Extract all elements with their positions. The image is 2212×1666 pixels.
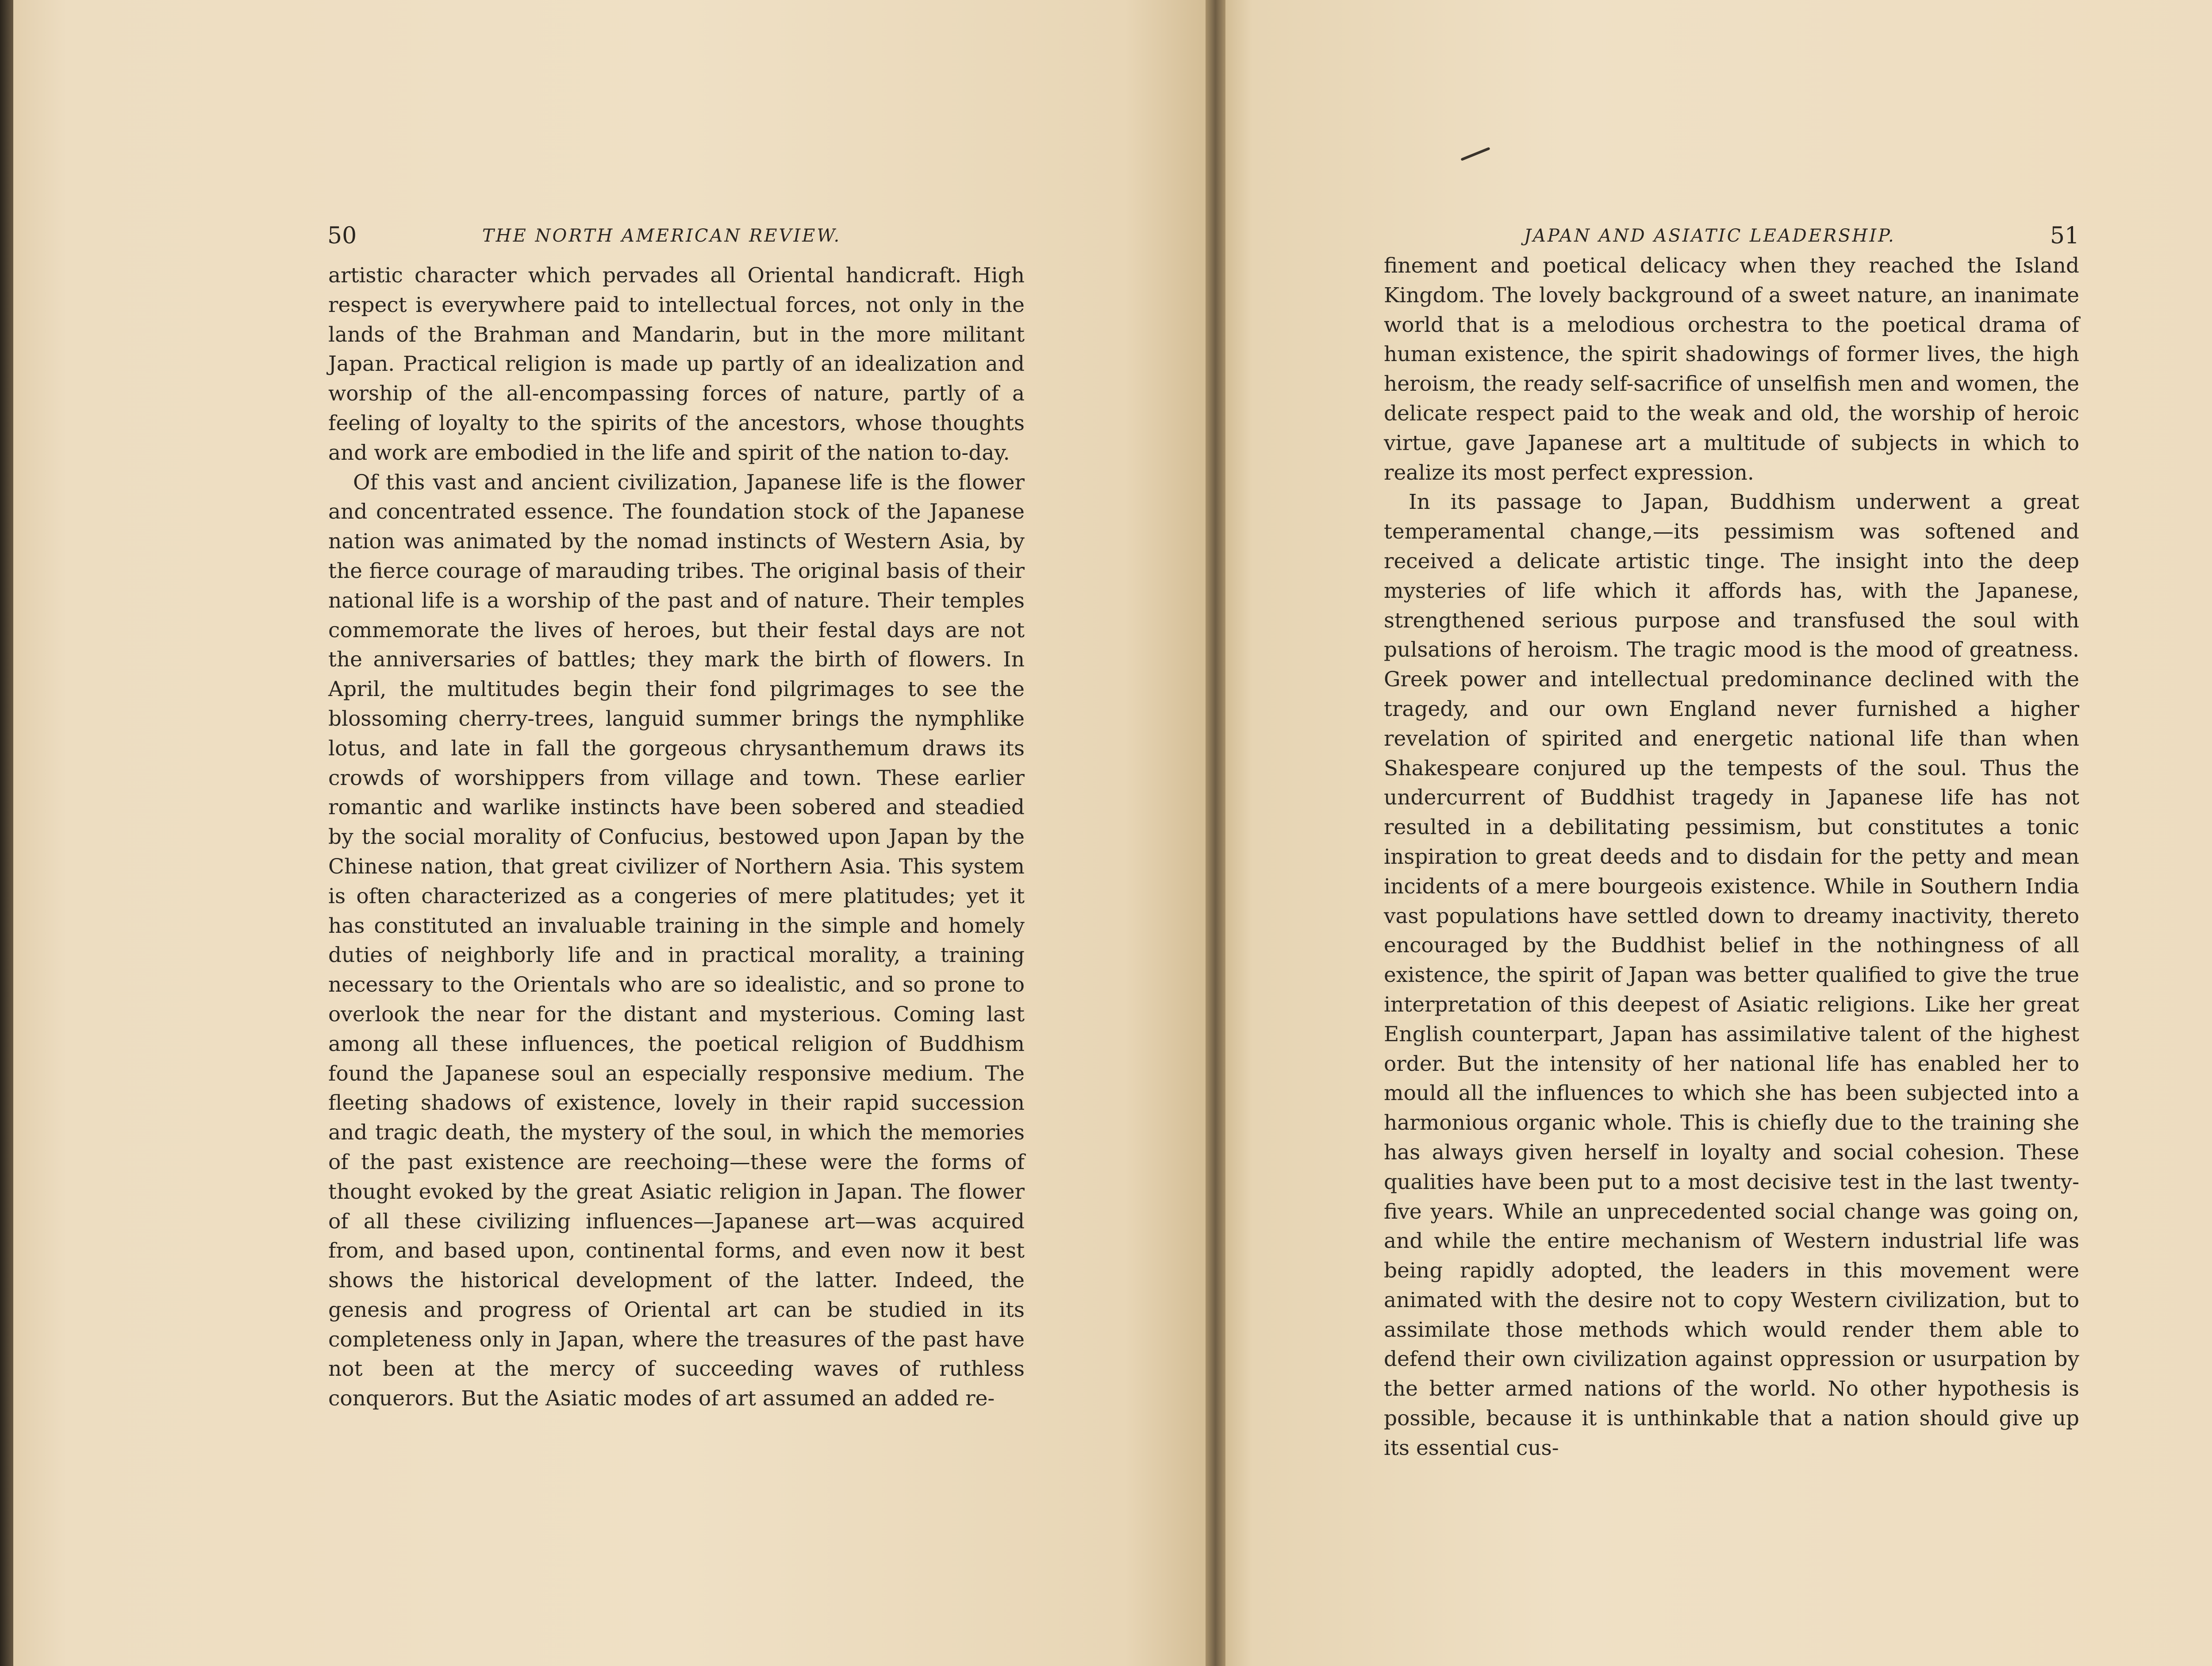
paragraph: artistic character which pervades all Oriental handicraft. High respect is everywhere paid to intellectual forces, not only in the lands of the Brahman and Mandarin, but in the more militant Japan. Practical religion is made up partly of an idealization and worship of the all-encompassing forces of nature, partly of a feeling of loyalty to the spirits of the ancestors, whose thoughts and work are embodied in the life and spirit of the nation to-day. [328, 263, 1025, 465]
running-head: THE NORTH AMERICAN REVIEW. [482, 226, 841, 246]
running-head: JAPAN AND ASIATIC LEADERSHIP. [1524, 226, 1896, 246]
left-page-body [328, 261, 1025, 1414]
paragraph: finement and poetical delicacy when they reached the Island Kingdom. The lovely background of a sweet nature, an inanimate world that is a melodious orchestra to the poetical drama of human existence, the spirit shadowings of former lives, the high heroism, the ready self-sacrifice of unselfish men and women, the delicate respect paid to the weak and old, the worship of heroic virtue, gave Japanese art a multitude of subjects in which to realize its most perfect expression. [1384, 254, 2079, 485]
paragraph: Of this vast and ancient civilization, Japanese life is the flower and concentrated essence. The foundation stock of the Japanese nation was animated by the nomad instincts of Western Asia, by the fierce courage of marauding tribes. The original basis of their national life is a worship of the past and of nature. Their temples commemorate the lives of heroes, but their festal days are not the anniversaries of battles; they mark the birth of flowers. In April, the multitudes begin their fond pilgrimages to see the blossoming cherry-trees, languid summer brings the nymphlike lotus, and late in fall the gorgeous chrysanthemum draws its crowds of worshippers from village and town. These earlier romantic and warlike instincts have been sobered and steadied by the social morality of Confucius, bestowed upon Japan by the Chinese nation, that great civilizer of Northern Asia. This system is often characterized as a congeries of mere platitudes; yet it has constituted an invaluable training in the simple and homely duties of neighborly life and in practical morality, a training necessary to the Orientals who are so idealistic, and so prone to overlook the near for the distant and mysterious. Coming last among all these influences, the poetical religion of Buddhism found the Japanese soul an especially responsive medium. The fleeting shadows of existence, lovely in their rapid succession and tragic death, the mystery of the soul, in which the memories of the past existence are reechoing—these were the forms of thought evoked by the great Asiatic religion in Japan. The flower of all these civilizing influences—Japanese art—was acquired from, and based upon, continental forms, and even now it best shows the historical development of the latter. Indeed, the genesis and progress of Oriental art can be studied in its completeness only in Japan, where the treasures of the past have not been at the mercy of succeeding waves of ruthless conquerors. But the Asiatic modes of art assumed an added re- [328, 470, 1025, 1411]
paragraph: In its passage to Japan, Buddhism underwent a great temperamental change,—its pessimism was softened and received a delicate artistic tinge. The insight into the deep mysteries of life which it affords has, with the Japanese, strengthened serious purpose and transfused the soul with pulsations of heroism. The tragic mood is the mood of greatness. Greek power and intellectual predominance declined with the tragedy, and our own England never furnished a higher revelation of spirited and energetic national life than when Shakespeare conjured up the tempests of the soul. Thus the undercurrent of Buddhist tragedy in Japanese life has not resulted in a debilitating pessimism, but constitutes a tonic inspiration to great deeds and to disdain for the petty and mean incidents of a mere bourgeois existence. While in Southern India vast populations have settled down to dreamy inactivity, thereto encouraged by the Buddhist belief in the nothingness of all existence, the spirit of Japan was better qualified to give the true interpretation of this deepest of Asiatic religions. Like her great English counterpart, Japan has assimilative talent of the highest order. But the intensity of her national life has enabled her to mould all the influences to which she has been subjected into a harmonious organic whole. This is chiefly due to the training she has always given herself in loyalty and social cohesion. These qualities have been put to a most decisive test in the last twenty-five years. While an unprecedented social change was going on, and while the entire mechanism of Western industrial life was being rapidly adopted, the leaders in this movement were animated with the desire not to copy Western civilization, but to assimilate those methods which would render them able to defend their own civilization against oppression or usurpation by the better armed nations of the world. No other hypothesis is possible, because it is unthinkable that a nation should give up its essential cus- [1384, 490, 2079, 1460]
right-page-header [1385, 220, 2079, 251]
book-gutter [1206, 0, 1225, 1666]
right-page-body [1384, 251, 2079, 1463]
left-page-header [327, 220, 1026, 251]
page-number: 51 [2050, 223, 2079, 249]
page-number: 50 [327, 223, 357, 249]
